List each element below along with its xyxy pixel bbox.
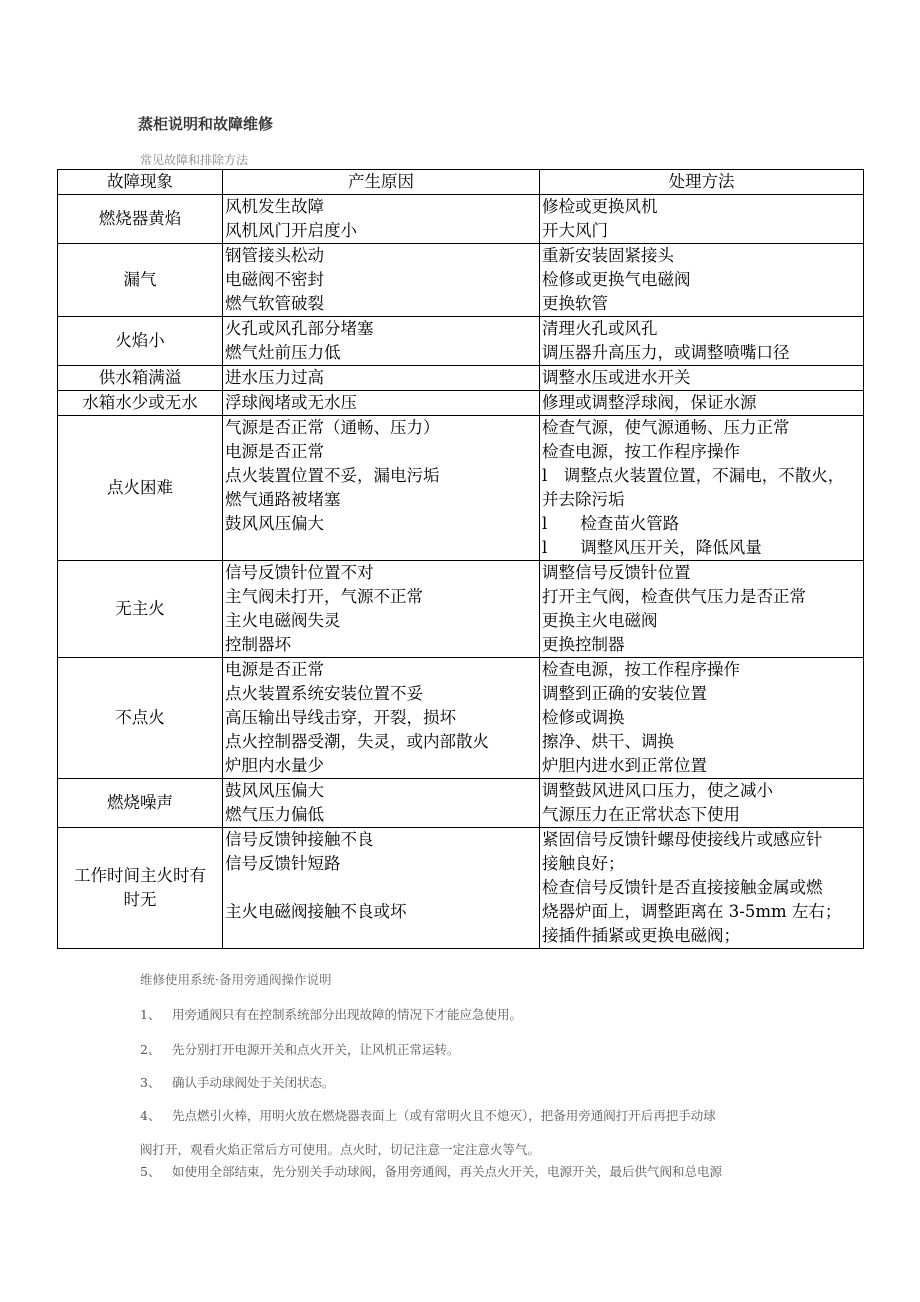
cause-line: 风机风门开启度小 bbox=[225, 221, 357, 240]
cause-line: 点火装置位置不妥，漏电污垢 bbox=[225, 466, 440, 485]
bypass-step bbox=[140, 1040, 460, 1058]
fault-row bbox=[58, 658, 864, 779]
cause-line: 燃气灶前压力低 bbox=[225, 343, 341, 362]
fix-line: l 调整点火装置位置，不漏电，不散火， bbox=[542, 466, 845, 485]
fix-line: 并去除污垢 bbox=[542, 490, 625, 509]
fix-cell bbox=[540, 317, 864, 366]
fault-row bbox=[58, 561, 864, 658]
step-number: 3、 bbox=[140, 1075, 161, 1090]
fix-line: 调整水压或进水开关 bbox=[542, 368, 691, 387]
fault-row bbox=[58, 416, 864, 561]
fix-cell bbox=[540, 195, 864, 244]
bypass-step bbox=[140, 1073, 335, 1091]
cause-line: 电磁阀不密封 bbox=[225, 270, 324, 289]
cause-line: 点火装置系统安装位置不妥 bbox=[225, 684, 423, 703]
fix-line: 调整到正确的安装位置 bbox=[542, 684, 707, 703]
symptom-cell bbox=[58, 195, 223, 244]
symptom-text: 点火困难 bbox=[107, 478, 173, 497]
symptom-text: 工作时间主火时有 bbox=[74, 866, 206, 885]
fault-row bbox=[58, 366, 864, 391]
fix-line: 擦净、烘干、调换 bbox=[542, 732, 674, 751]
cause-line: 燃气软管破裂 bbox=[225, 294, 324, 313]
cause-line: 电源是否正常 bbox=[225, 660, 324, 679]
cause-line bbox=[225, 924, 537, 948]
fix-cell bbox=[540, 779, 864, 828]
fix-line: 重新安装固紧接头 bbox=[542, 246, 674, 265]
bypass-step-continuation bbox=[140, 1140, 540, 1158]
step-number: 4、 bbox=[140, 1108, 161, 1123]
cause-cell bbox=[223, 391, 540, 416]
fix-cell bbox=[540, 391, 864, 416]
fix-line: 修检或更换风机 bbox=[542, 197, 658, 216]
cause-line: 燃气通路被堵塞 bbox=[225, 490, 341, 509]
cause-line: 控制器坏 bbox=[225, 635, 291, 654]
symptom-text: 供水箱满溢 bbox=[98, 368, 182, 387]
cause-line: 点火控制器受潮，失灵，或内部散火 bbox=[225, 732, 489, 751]
symptom-text: 火焰小 bbox=[115, 331, 165, 350]
fix-line: 检修或调换 bbox=[542, 708, 625, 727]
step-text: 用旁通阀只有在控制系统部分出现故障的情况下才能应急使用。 bbox=[172, 1007, 523, 1022]
fault-row bbox=[58, 317, 864, 366]
table-caption: 常见故障和排除方法 bbox=[140, 153, 249, 167]
fix-line: 调压器升高压力，或调整喷嘴口径 bbox=[542, 343, 790, 362]
fix-line: 气源压力在正常状态下使用 bbox=[542, 805, 740, 824]
cause-line bbox=[225, 876, 537, 900]
symptom-cell bbox=[58, 317, 223, 366]
fix-line: 打开主气阀，检查供气压力是否正常 bbox=[542, 587, 806, 606]
symptom-cell bbox=[58, 658, 223, 779]
cause-cell bbox=[223, 317, 540, 366]
fix-cell bbox=[540, 658, 864, 779]
cause-line: 气源是否正常（通畅、压力） bbox=[225, 418, 440, 437]
fix-line: 检修或更换气电磁阀 bbox=[542, 270, 691, 289]
fix-line: 检查电源，按工作程序操作 bbox=[542, 660, 740, 679]
fix-line: 清理火孔或风孔 bbox=[542, 319, 658, 338]
cause-line: 主火电磁阀失灵 bbox=[225, 611, 341, 630]
fault-row bbox=[58, 244, 864, 317]
fix-line: 烧器炉面上，调整距离在 3-5mm 左右； bbox=[542, 902, 842, 921]
bypass-step bbox=[140, 1005, 522, 1023]
step-text: 先分别打开电源开关和点火开关，让风机正常运转。 bbox=[172, 1042, 460, 1057]
fix-cell bbox=[540, 561, 864, 658]
fix-line: 调整鼓风进风口压力，使之减小 bbox=[542, 781, 773, 800]
fix-line: 接插件插紧或更换电磁阀； bbox=[542, 926, 740, 945]
step-number: 5、 bbox=[140, 1164, 161, 1179]
fix-line: 检查电源，按工作程序操作 bbox=[542, 442, 740, 461]
cause-cell bbox=[223, 244, 540, 317]
cause-line: 风机发生故障 bbox=[225, 197, 324, 216]
header-fix: 处理方法 bbox=[540, 170, 864, 195]
symptom-text: 无主火 bbox=[115, 599, 165, 618]
cause-line: 信号反馈针短路 bbox=[225, 854, 341, 873]
bypass-step bbox=[140, 1106, 716, 1124]
step-number: 1、 bbox=[140, 1007, 161, 1022]
symptom-cell bbox=[58, 244, 223, 317]
fix-line: l 检查苗火管路 bbox=[542, 514, 680, 533]
symptom-cell bbox=[58, 366, 223, 391]
symptom-cell bbox=[58, 561, 223, 658]
fault-row bbox=[58, 391, 864, 416]
step-number: 2、 bbox=[140, 1042, 161, 1057]
cause-cell bbox=[223, 195, 540, 244]
symptom-cell bbox=[58, 779, 223, 828]
step-text: 确认手动球阀处于关闭状态。 bbox=[172, 1075, 335, 1090]
step-text: 如使用全部结束，先分别关手动球阀，备用旁通阀，再关点火开关，电源开关，最后供气阀和总电源 bbox=[172, 1164, 723, 1179]
fix-cell bbox=[540, 366, 864, 391]
fault-row bbox=[58, 195, 864, 244]
cause-line: 主气阀未打开，气源不正常 bbox=[225, 587, 423, 606]
fault-row bbox=[58, 828, 864, 949]
fix-line: 更换软管 bbox=[542, 294, 608, 313]
document-title: 蒸柜说明和故障维修 bbox=[138, 115, 274, 133]
cause-cell bbox=[223, 366, 540, 391]
fault-row bbox=[58, 779, 864, 828]
cause-cell bbox=[223, 779, 540, 828]
step-text: 阀打开，观看火焰正常后方可使用。点火时，切记注意一定注意火等气。 bbox=[140, 1142, 541, 1157]
fix-line: 紧固信号反馈针螺母使接线片或感应针 bbox=[542, 830, 823, 849]
cause-line bbox=[225, 536, 537, 560]
cause-line: 炉胆内水量少 bbox=[225, 756, 324, 775]
cause-line: 信号反馈钟接触不良 bbox=[225, 830, 374, 849]
fix-cell bbox=[540, 416, 864, 561]
fault-table bbox=[57, 169, 864, 949]
cause-line: 主火电磁阀接触不良或坏 bbox=[225, 902, 407, 921]
cause-cell bbox=[223, 828, 540, 949]
header-cause: 产生原因 bbox=[223, 170, 540, 195]
cause-line: 进水压力过高 bbox=[225, 368, 324, 387]
cause-line: 钢管接头松动 bbox=[225, 246, 324, 265]
cause-cell bbox=[223, 658, 540, 779]
fix-line: l 调整风压开关，降低风量 bbox=[542, 538, 762, 557]
symptom-text: 不点火 bbox=[115, 708, 165, 727]
cause-line: 鼓风风压偏大 bbox=[225, 781, 324, 800]
fix-line: 炉胆内进水到正常位置 bbox=[542, 756, 707, 775]
symptom-cell bbox=[58, 391, 223, 416]
fix-line: 调整信号反馈针位置 bbox=[542, 563, 691, 582]
cause-line: 电源是否正常 bbox=[225, 442, 324, 461]
cause-line: 火孔或风孔部分堵塞 bbox=[225, 319, 374, 338]
fix-cell bbox=[540, 244, 864, 317]
cause-cell bbox=[223, 561, 540, 658]
symptom-text: 燃烧噪声 bbox=[107, 793, 173, 812]
symptom-text: 漏气 bbox=[123, 270, 157, 289]
fix-line: 检查信号反馈针是否直接接触金属或燃 bbox=[542, 878, 823, 897]
table-header-row bbox=[58, 170, 864, 195]
fix-line: 开大风门 bbox=[542, 221, 608, 240]
header-symptom: 故障现象 bbox=[58, 170, 223, 195]
cause-line: 燃气压力偏低 bbox=[225, 805, 324, 824]
bypass-section-title: 维修使用系统·备用旁通阀操作说明 bbox=[140, 972, 332, 987]
fix-line: 更换控制器 bbox=[542, 635, 625, 654]
cause-line: 信号反馈针位置不对 bbox=[225, 563, 374, 582]
cause-line: 浮球阀堵或无水压 bbox=[225, 393, 357, 412]
symptom-cell bbox=[58, 416, 223, 561]
bypass-step bbox=[140, 1162, 722, 1180]
cause-line: 高压输出导线击穿，开裂，损坏 bbox=[225, 708, 456, 727]
symptom-text: 时无 bbox=[123, 890, 157, 909]
cause-line: 鼓风风压偏大 bbox=[225, 514, 324, 533]
fix-line: 接触良好； bbox=[542, 854, 625, 873]
fix-cell bbox=[540, 828, 864, 949]
cause-cell bbox=[223, 416, 540, 561]
fix-line: 更换主火电磁阀 bbox=[542, 611, 658, 630]
fix-line: 修理或调整浮球阀，保证水源 bbox=[542, 393, 757, 412]
fix-line: 检查气源，使气源通畅、压力正常 bbox=[542, 418, 790, 437]
step-text: 先点燃引火棒，用明火放在燃烧器表面上（或有常明火且不熄灭），把备用旁通阀打开后再把手动球 bbox=[172, 1108, 716, 1123]
symptom-cell bbox=[58, 828, 223, 949]
symptom-text: 水箱水少或无水 bbox=[82, 393, 198, 412]
symptom-text: 燃烧器黄焰 bbox=[98, 209, 182, 228]
